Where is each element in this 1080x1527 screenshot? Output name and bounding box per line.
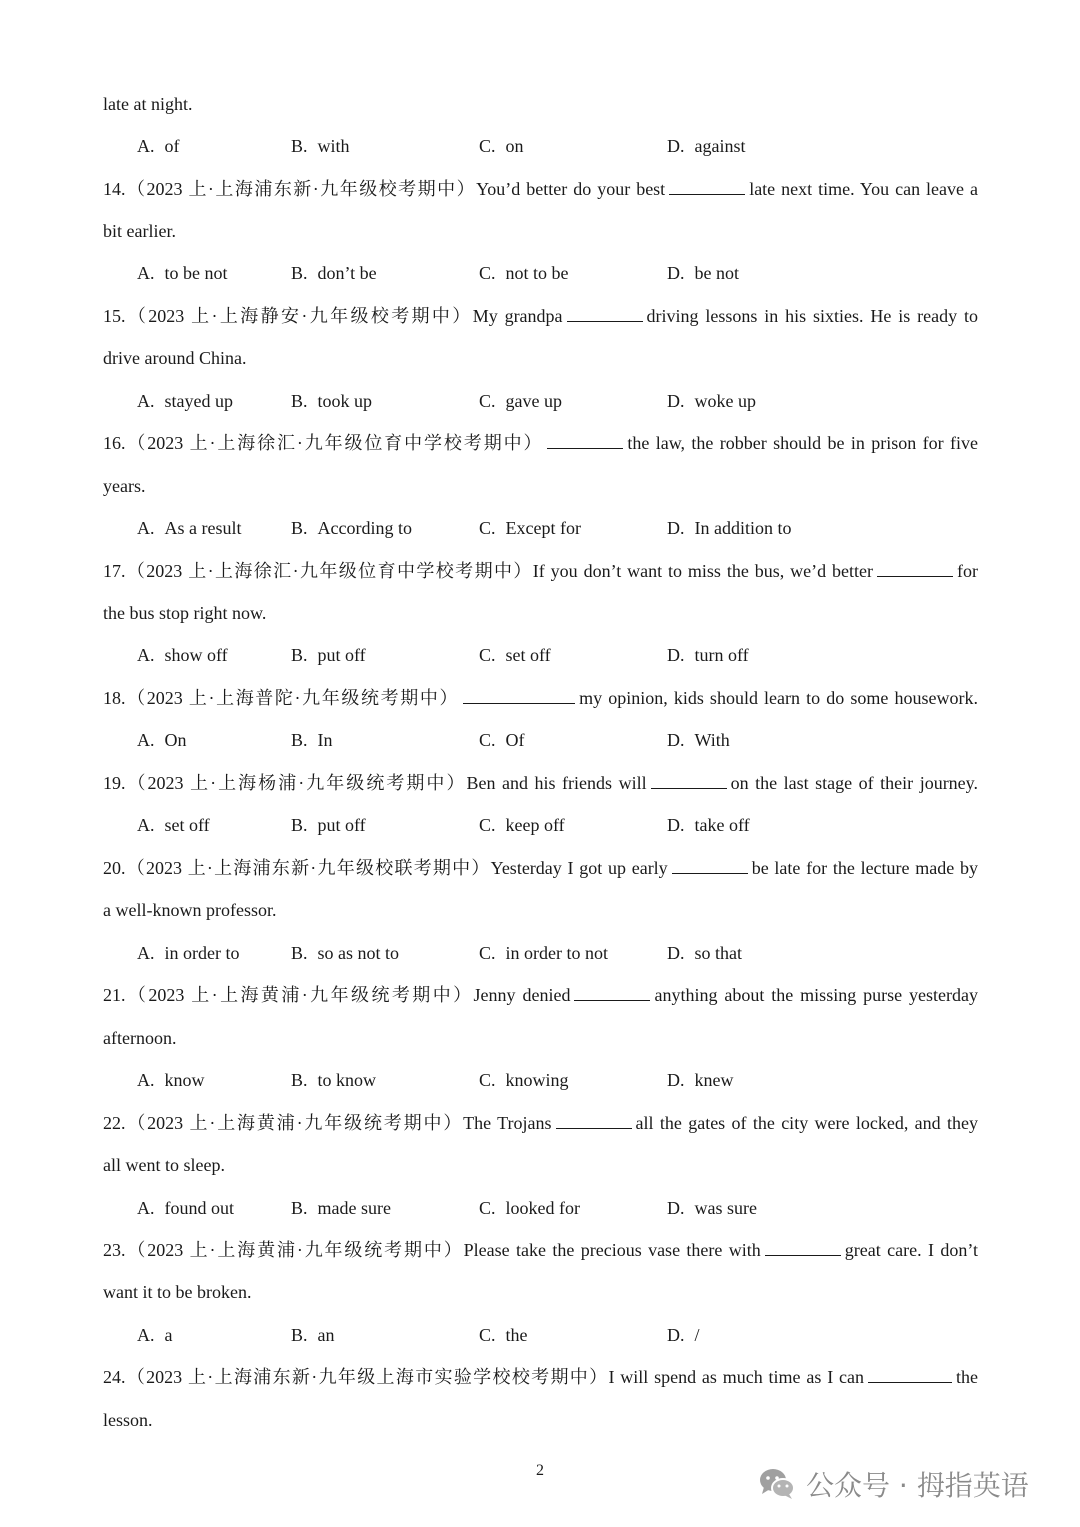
option-b: B. According to: [291, 518, 412, 538]
wechat-icon: [758, 1467, 796, 1501]
option-b: B. put off: [291, 815, 366, 835]
option-d: D. woke up: [667, 391, 756, 411]
option-d: D. against: [667, 136, 746, 156]
option-b: B. to know: [291, 1070, 377, 1090]
question-21-stem: 21.（2023 上·上海黄浦·九年级统考期中）Jenny denied anything about the missing purse yesterday: [103, 985, 978, 1005]
answer-blank: [672, 857, 748, 874]
option-c: C. Of: [479, 730, 525, 750]
option-c: C. Except for: [479, 518, 581, 538]
option-d: D. take off: [667, 815, 750, 835]
option-b: B. an: [291, 1325, 335, 1345]
option-a: A. a: [137, 1325, 173, 1345]
question-21-continuation: afternoon.: [103, 1028, 177, 1048]
option-c: C. in order to not: [479, 943, 608, 963]
question-21-options: [137, 1068, 897, 1092]
question-13-options: [137, 134, 897, 158]
option-a: A. of: [137, 136, 180, 156]
option-b: B. with: [291, 136, 350, 156]
question-18-stem: 18.（2023 上·上海普陀·九年级统考期中） my opinion, kids should learn to do some housework.: [103, 688, 978, 708]
question-13-continuation: late at night.: [103, 94, 193, 114]
question-16-continuation: years.: [103, 476, 146, 496]
question-20-stem: 20.（2023 上·上海浦东新·九年级校联考期中）Yesterday I got up early be late for the lecture made by: [103, 858, 978, 878]
question-16-options: [137, 516, 897, 540]
question-15-stem: 15.（2023 上·上海静安·九年级校考期中）My grandpa driving lessons in his sixties. He is ready to: [103, 306, 978, 326]
option-a: A. in order to: [137, 943, 240, 963]
option-b: B. In: [291, 730, 333, 750]
question-23-options: [137, 1323, 897, 1347]
answer-blank: [574, 984, 650, 1001]
option-d: D. be not: [667, 263, 739, 283]
option-a: A. set off: [137, 815, 210, 835]
answer-blank: [547, 432, 623, 449]
option-d: D. was sure: [667, 1198, 757, 1218]
question-19-stem: 19.（2023 上·上海杨浦·九年级统考期中）Ben and his friends will on the last stage of their journey.: [103, 773, 979, 793]
answer-blank: [868, 1366, 952, 1383]
option-a: A. to be not: [137, 263, 228, 283]
page-number: 2: [536, 1462, 544, 1479]
option-a: A. On: [137, 730, 187, 750]
option-a: A. show off: [137, 645, 228, 665]
answer-blank: [463, 687, 575, 704]
watermark: [758, 1464, 1029, 1504]
option-a: A. stayed up: [137, 391, 233, 411]
question-20-continuation: a well-known professor.: [103, 900, 277, 920]
option-c: C. looked for: [479, 1198, 580, 1218]
question-15-options: [137, 389, 897, 413]
question-24-stem: 24.（2023 上·上海浦东新·九年级上海市实验学校校考期中）I will spend as much time as I can the: [103, 1367, 978, 1387]
question-22-continuation: all went to sleep.: [103, 1155, 225, 1175]
option-b: B. don’t be: [291, 263, 377, 283]
question-16-stem: 16.（2023 上·上海徐汇·九年级位育中学校考期中） the law, the robber should be in prison for five: [103, 433, 978, 453]
question-22-stem: 22.（2023 上·上海黄浦·九年级统考期中）The Trojans all the gates of the city were locked, and they: [103, 1113, 978, 1133]
question-17-options: [137, 643, 897, 667]
question-17-stem: 17.（2023 上·上海徐汇·九年级位育中学校考期中）If you don’t want to miss the bus, we’d better for: [103, 561, 978, 581]
answer-blank: [765, 1239, 841, 1256]
question-20-options: [137, 941, 897, 965]
answer-blank: [567, 305, 643, 322]
answer-blank: [651, 772, 727, 789]
question-22-options: [137, 1196, 897, 1220]
option-c: C. not to be: [479, 263, 569, 283]
option-d: D. With: [667, 730, 730, 750]
question-23-continuation: want it to be broken.: [103, 1282, 252, 1302]
option-c: C. set off: [479, 645, 551, 665]
option-a: A. know: [137, 1070, 205, 1090]
option-a: A. found out: [137, 1198, 234, 1218]
answer-blank: [556, 1112, 632, 1129]
option-b: B. took up: [291, 391, 373, 411]
option-b: B. so as not to: [291, 943, 400, 963]
question-15-continuation: drive around China.: [103, 348, 247, 368]
option-c: C. keep off: [479, 815, 565, 835]
question-17-continuation: the bus stop right now.: [103, 603, 267, 623]
option-c: C. gave up: [479, 391, 562, 411]
question-14-stem: 14.（2023 上·上海浦东新·九年级校考期中）You’d better do your best late next time. You can leave a: [103, 179, 978, 199]
answer-blank: [877, 560, 953, 577]
question-23-stem: 23.（2023 上·上海黄浦·九年级统考期中）Please take the precious vase there with great care. I don’t: [103, 1240, 978, 1260]
watermark-text: 公众号 · 拇指英语: [806, 1469, 1029, 1502]
question-14-continuation: bit earlier.: [103, 221, 176, 241]
option-d: D. so that: [667, 943, 742, 963]
option-b: B. put off: [291, 645, 366, 665]
option-c: C. knowing: [479, 1070, 569, 1090]
option-d: D. knew: [667, 1070, 734, 1090]
question-24-continuation: lesson.: [103, 1410, 153, 1430]
option-d: D. /: [667, 1325, 700, 1345]
option-b: B. made sure: [291, 1198, 391, 1218]
option-d: D. turn off: [667, 645, 749, 665]
option-d: D. In addition to: [667, 518, 792, 538]
option-a: A. As a result: [137, 518, 242, 538]
question-14-options: [137, 261, 897, 285]
question-18-options: [137, 728, 897, 752]
option-c: C. on: [479, 136, 524, 156]
question-19-options: [137, 813, 897, 837]
option-c: C. the: [479, 1325, 528, 1345]
answer-blank: [669, 178, 745, 195]
